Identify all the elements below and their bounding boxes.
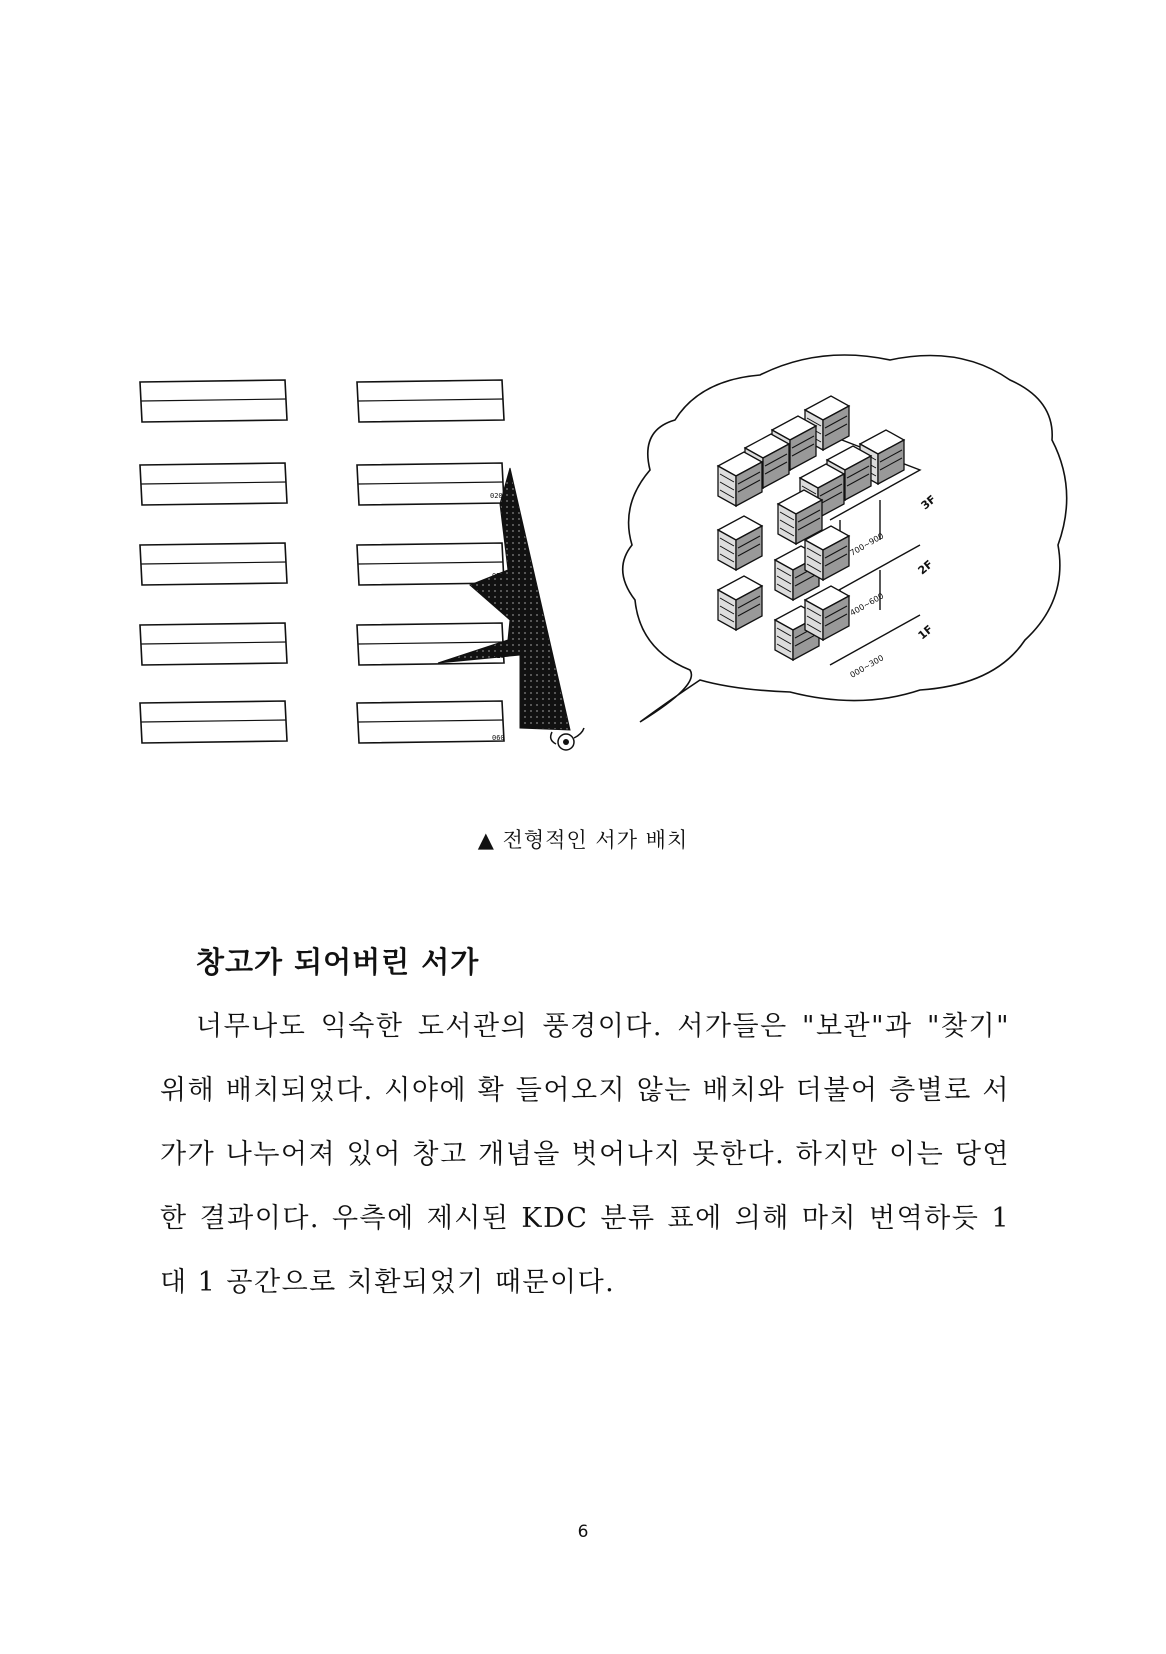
sight-line-shadow	[438, 468, 570, 730]
figure-typical-shelf-layout	[0, 0, 1166, 780]
shelf-label: 070	[492, 572, 505, 580]
range-label: 700~900	[848, 531, 886, 558]
body-paragraph: 너무나도 익숙한 도서관의 풍경이다. 서가들은 "보관"과 "찾기" 위해 배치되었다. 시야에 확 들어오지 않는 배치와 더불어 층별로 서가가 나누어져 있어 창고 개념을 벗어나지 못한다. 하지만 이는 당연한 결과이다. 우측에 제시된 KDC 분류 표에 의해 마치 번역하듯 1대 1 공간으로 치환되었기 때문이다.	[160, 1011, 1010, 1298]
floor-label: 3F	[918, 492, 939, 513]
shelf-label: 020	[490, 492, 503, 500]
figure-caption: ▲ 전형적인 서가 배치	[477, 828, 689, 852]
person-icon	[551, 728, 584, 750]
section-heading: 창고가 되어버린 서가	[196, 945, 480, 979]
shelf-label: 810	[492, 652, 505, 660]
shelf-row-middle	[357, 380, 504, 743]
floor-label: 1F	[915, 622, 936, 643]
shelf-label: 060	[492, 734, 505, 742]
floor-label: 2F	[915, 557, 936, 578]
shelf-row-left	[140, 380, 287, 743]
range-label: 400~600	[848, 591, 886, 618]
range-label: 000~300	[848, 653, 886, 680]
shelf-layout-illustration	[0, 0, 1166, 780]
page-number: 6	[577, 1522, 589, 1542]
